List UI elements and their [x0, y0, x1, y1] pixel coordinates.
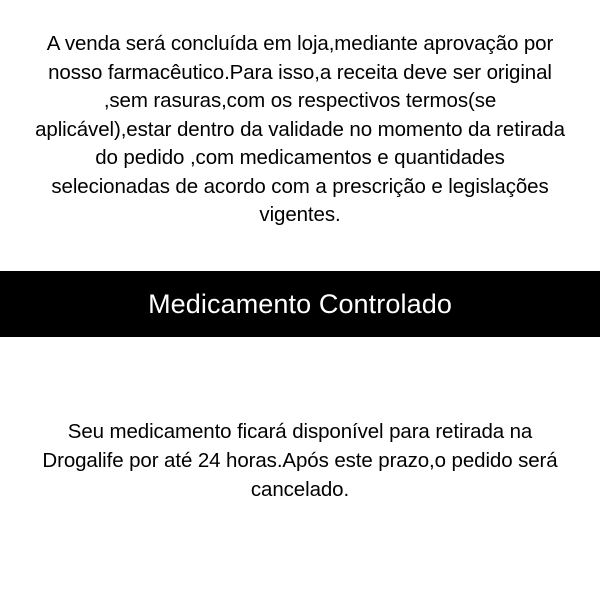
bottom-notice-block — [0, 417, 600, 504]
top-notice-block — [0, 0, 600, 230]
controlled-medication-banner — [0, 271, 600, 337]
bottom-notice-text: Seu medicamento ficará disponível para retirada na Drogalife por até 24 horas.Após este prazo,o pedido será cancelado. — [42, 419, 558, 501]
banner-title: Medicamento Controlado — [148, 288, 452, 319]
top-notice-text: A venda será concluída em loja,mediante aprovação por nosso farmacêutico.Para isso,a receita deve ser original ,sem rasuras,com os respectivos termos(se aplicável),estar dentro da validade no momento da retirada do pedido ,com medicamentos e quantidades selecionadas de acordo com a prescrição e legislações vigentes. — [35, 32, 565, 226]
